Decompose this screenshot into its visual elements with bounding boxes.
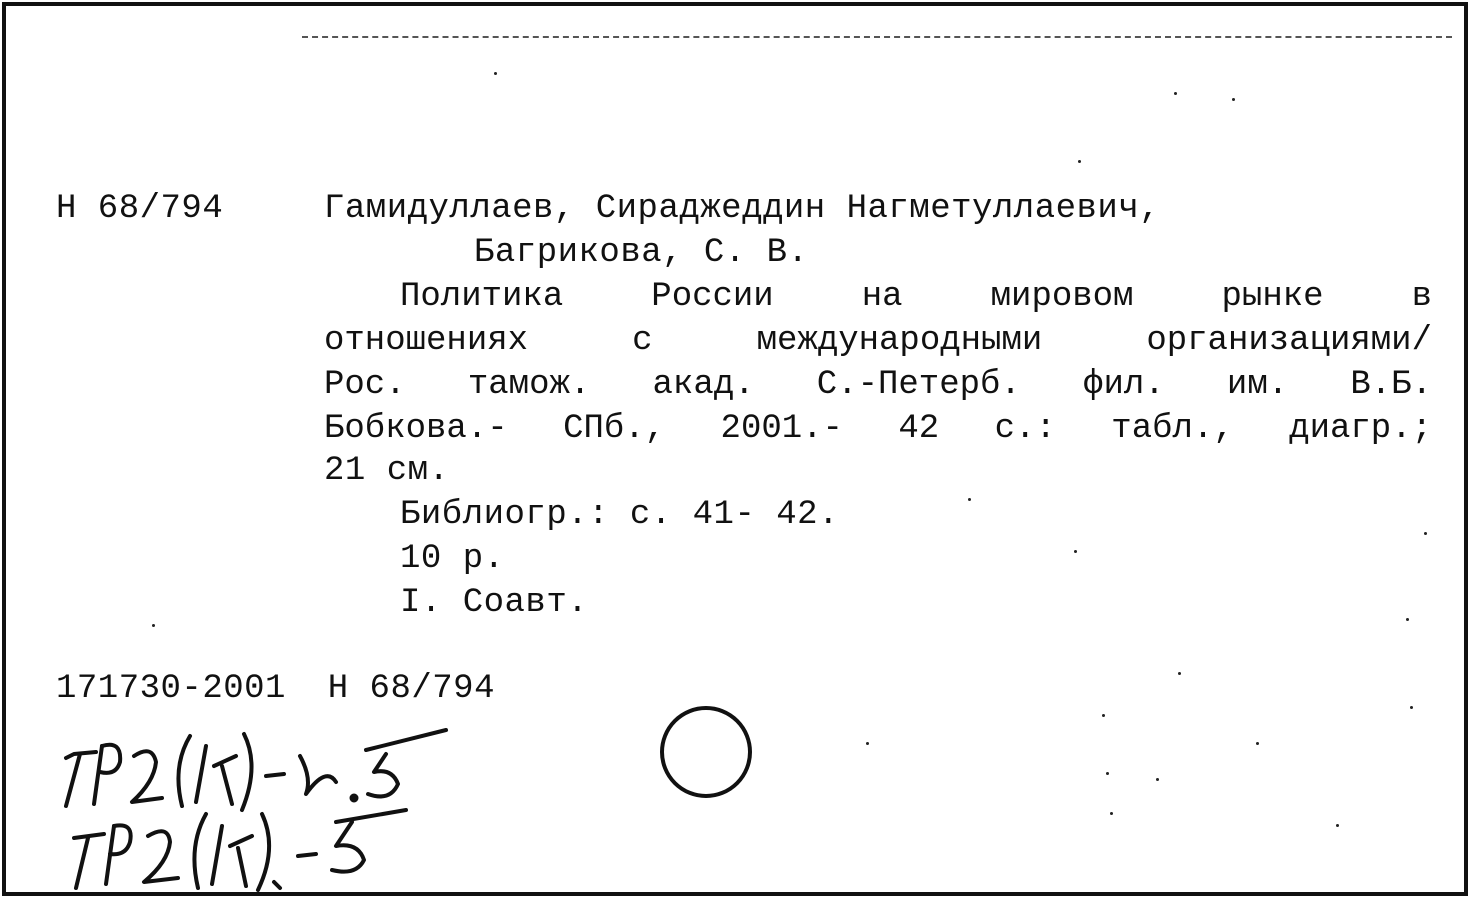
- scan-speck: [1110, 812, 1113, 815]
- bibliography-line: Библиогр.: с. 41- 42.: [400, 496, 839, 534]
- scan-speck: [1174, 92, 1177, 95]
- scan-speck: [494, 72, 497, 75]
- scan-speck: [152, 624, 155, 627]
- title-line-1: Политика России на мировом рынке в: [400, 278, 1432, 316]
- title-line-3: Рос. тамож. акад. С.-Петерб. фил. им. В.Б.: [324, 366, 1432, 404]
- scan-speck: [1232, 98, 1235, 101]
- scan-speck: [1106, 772, 1109, 775]
- price-line: 10 р.: [400, 540, 505, 578]
- scan-speck: [866, 742, 869, 745]
- title-line-2: отношениях с международными организациями/: [324, 322, 1432, 360]
- stamp-circle: [660, 706, 752, 798]
- scan-speck: [1336, 824, 1339, 827]
- catalog-card: [2, 2, 1468, 896]
- top-dashed-rule: [302, 36, 1452, 38]
- scan-speck: [968, 498, 971, 501]
- coauthor-entry: I. Соавт.: [400, 584, 589, 622]
- scan-speck: [1406, 618, 1409, 621]
- scan-speck: [1078, 160, 1081, 163]
- scan-speck: [1102, 714, 1105, 717]
- scan-speck: [1156, 778, 1159, 781]
- scan-speck: [1178, 672, 1181, 675]
- scan-speck: [1424, 532, 1427, 535]
- scan-speck: [1410, 706, 1413, 709]
- author-line: Гамидуллаев, Сираджеддин Нагметуллаевич,: [324, 190, 1161, 228]
- scan-speck: [1074, 550, 1077, 553]
- title-line-4: Бобкова.- СПб., 2001.- 42 с.: табл., диагр.;: [324, 410, 1432, 448]
- size-line: 21 см.: [324, 452, 450, 490]
- inventory-line: 171730-2001 Н 68/794: [56, 670, 495, 708]
- handwritten-shelf-notes: [36, 706, 476, 896]
- coauthor-line: Багрикова, С. В.: [474, 234, 809, 272]
- scan-speck: [1256, 742, 1259, 745]
- call-number: Н 68/794: [56, 190, 224, 228]
